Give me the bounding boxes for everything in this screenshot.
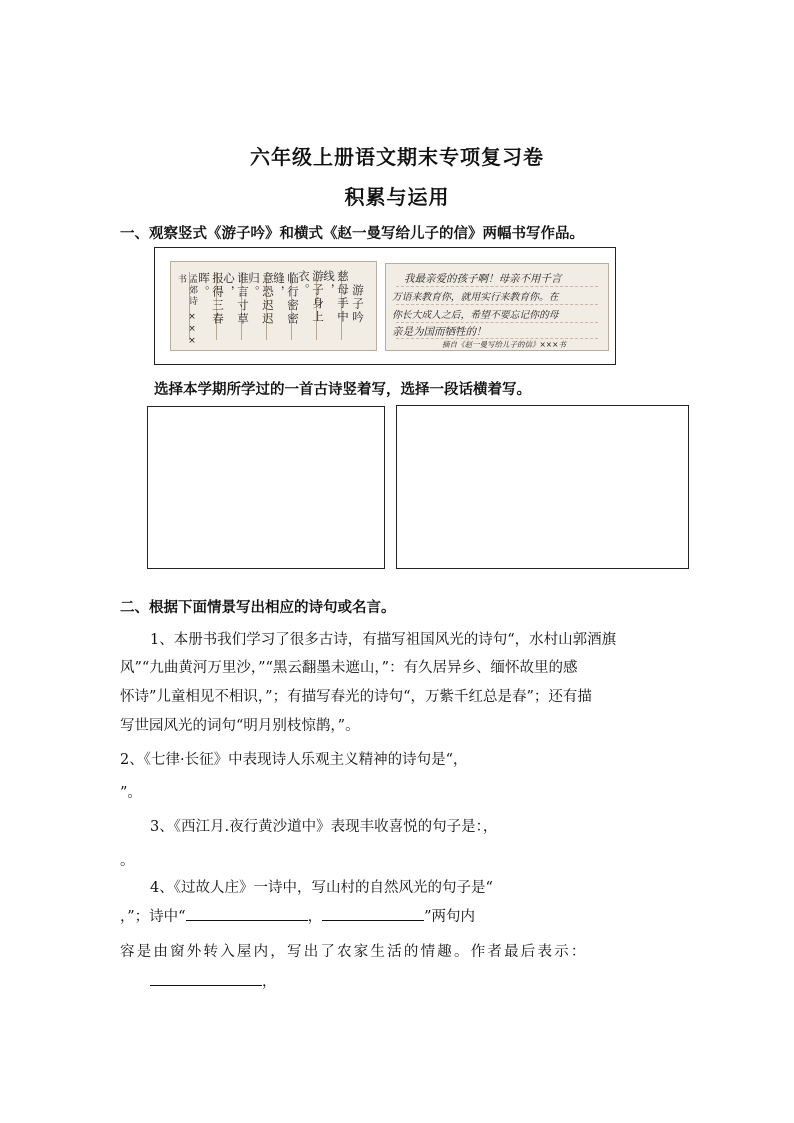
question-1-line-1: 1、本册书我们学习了很多古诗，有描写祖国风光的诗句“，水村山郭酒旗	[150, 632, 617, 648]
vertical-work-column-5: 谁言寸草心，	[222, 272, 250, 326]
answer-blank-3[interactable]	[150, 971, 262, 986]
horizontal-work-signature: 摘自《赵一曼写给儿子的信》×××书	[442, 340, 566, 349]
question-3-line-2: 。	[120, 853, 135, 869]
question-4-line-3: 容是由窗外转入屋内，写出了农家生活的情趣。作者最后表示：	[120, 944, 588, 960]
vertical-work-signature: 孟郊诗 ×××书	[176, 274, 197, 348]
question-1-line-2: 风”“九曲黄河万里沙，”“黑云翻墨未遮山，”：有久居异乡、缅怀故里的感	[120, 660, 578, 676]
question-3-line-1: 3、《西江月.夜行黄沙道中》表现丰收喜悦的句子是：，	[150, 819, 498, 835]
question-4-line-2-end: ”两句内	[424, 909, 475, 925]
vertical-writing-box[interactable]	[147, 406, 385, 569]
section1-heading: 一、观察竖式《游子吟》和横式《赵一曼写给儿子的信》两幅书写作品。	[120, 225, 584, 242]
answer-blank-1[interactable]	[186, 906, 308, 921]
section2-heading: 二、根据下面情景写出相应的诗句或名言。	[120, 599, 396, 616]
question-4-line-4	[150, 969, 277, 995]
horizontal-work-line-2: 万语来教育你，就用实行来教育你。在	[392, 292, 559, 303]
question-4-line-2-comma: ，	[307, 909, 323, 925]
question-4-line-4-comma: ，	[262, 974, 277, 990]
answer-blank-2[interactable]	[322, 906, 424, 921]
question-4-line-2-start: ，”；诗中“	[120, 909, 186, 925]
question-1-line-3: 怀诗”儿童相见不相识，”；有描写春光的诗句“，万紫千红总是春”；还有描	[120, 689, 592, 705]
calligraphy-image-frame	[154, 247, 616, 365]
page-subtitle: 积累与运用	[344, 185, 450, 209]
vertical-work-title: 游子吟	[351, 284, 365, 325]
question-2-line-1: 2、《七律·长征》中表现诗人乐观主义精神的诗句是“，	[120, 752, 468, 768]
question-1-line-4: 写世园风光的词句“明月别枝惊鹊，”。	[120, 718, 360, 734]
horizontal-calligraphy-panel	[385, 263, 609, 351]
horizontal-work-line-3: 你长大成人之后，希望不要忘记你的母	[392, 310, 559, 321]
question-4-line-2	[120, 904, 475, 930]
vertical-work-column-4: 意恐迟迟归。	[247, 272, 275, 326]
question-4-line-1: 4、《过故人庄》一诗中，写山村的自然风光的句子是“	[150, 880, 493, 896]
horizontal-work-line-1: 我最亲爱的孩子啊！母亲不用千言	[404, 273, 562, 285]
vertical-work-column-1: 慈母手中线，	[322, 270, 350, 324]
page-title: 六年级上册语文期末专项复习卷	[250, 145, 544, 169]
horizontal-writing-box[interactable]	[396, 405, 689, 569]
vertical-calligraphy-panel	[170, 261, 377, 351]
section1-instruction: 选择本学期所学过的一首古诗竖着写，选择一段话横着写。	[154, 381, 531, 398]
question-2-line-2: ”。	[120, 785, 142, 801]
vertical-work-column-2: 游子身上衣。	[297, 270, 325, 324]
vertical-work-column-6: 报得三春晖。	[197, 272, 225, 326]
horizontal-work-line-4: 亲是为国而牺牲的！	[392, 326, 487, 338]
vertical-work-column-3: 临行密密缝，	[272, 272, 300, 326]
